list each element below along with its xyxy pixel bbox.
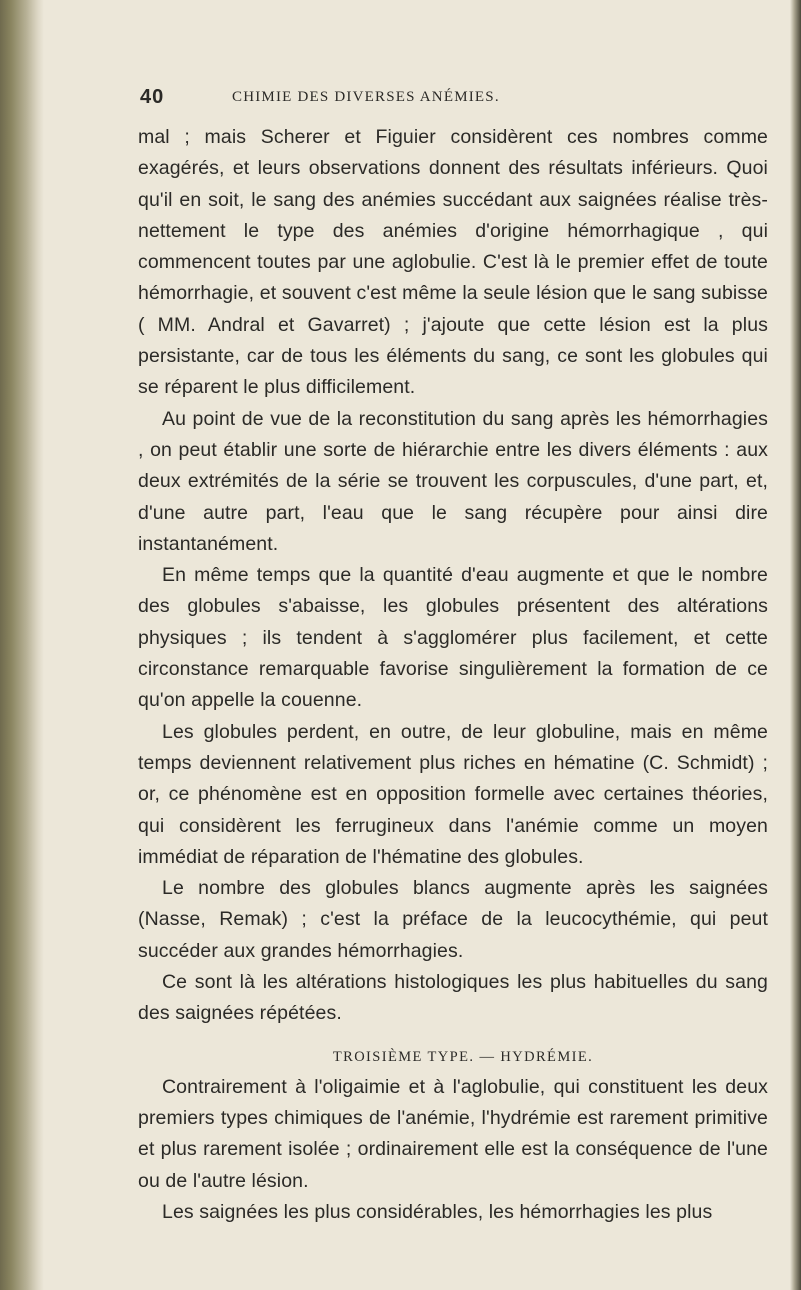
page-number: 40: [140, 86, 165, 108]
paragraph: Les globules perdent, en outre, de leur globuline, mais en même temps deviennent relativement plus riches en hématine (C. Schmidt) ; or, ce phénomène est en opposition formelle avec certaines théories, qui considèrent les ferrugineux dans l'anémie comme un moyen immédiat de réparation de l'hématine des globules.: [138, 720, 768, 868]
page-edge: [790, 0, 801, 1290]
paragraph: mal ; mais Scherer et Figuier considèrent ces nombres comme exagérés, et leurs observations donnent des résultats inférieurs. Quoi qu'il en soit, le sang des anémies succédant aux saignées réalise très-nettement le type des anémies d'origine hémorrhagique , qui commencent toutes par une aglobulie. C'est là le premier effet de toute hémorrhagie, et souvent c'est même la seule lésion que le sang subisse ( MM. Andral et Gavarret) ; j'ajoute que cette lésion est la plus persistante, car de tous les éléments du sang, ce sont les globules qui se réparent le plus difficilement.: [138, 126, 768, 399]
section-heading: TROISIÈME TYPE. — HYDRÉMIE.: [332, 1048, 594, 1065]
body-text: [138, 122, 768, 1228]
paragraph: Au point de vue de la reconstitution du sang après les hémorrhagies , on peut établir une sorte de hiérarchie entre les divers éléments : aux deux extrémités de la série se trouvent les corpuscules, d'une part, et, d'une autre part, l'eau que le sang récupère pour ainsi dire instantanément.: [138, 407, 768, 555]
paragraph: Les saignées les plus considérables, les hémorrhagies les plus: [162, 1200, 713, 1223]
paragraph: En même temps que la quantité d'eau augmente et que le nombre des globules s'abaisse, les globules présentent des altérations physiques ; ils tendent à s'agglomérer plus facilement, et cette circonstance remarquable favorise singulièrement la formation de ce qu'on appelle la couenne.: [138, 564, 768, 712]
running-head: CHIMIE DES DIVERSES ANÉMIES.: [232, 89, 500, 105]
page-header: [140, 86, 720, 114]
paragraph: Le nombre des globules blancs augmente après les saignées (Nasse, Remak) ; c'est la préface de la leucocythémie, qui peut succéder aux grandes hémorrhagies.: [138, 877, 768, 962]
binding-gutter: [0, 0, 44, 1290]
paragraph: Ce sont là les altérations histologiques les plus habituelles du sang des saignées répétées.: [138, 971, 768, 1025]
paragraph: Contrairement à l'oligaimie et à l'aglobulie, qui constituent les deux premiers types chimiques de l'anémie, l'hydrémie est rarement primitive et plus rarement isolée ; ordinairement elle est la conséquence de l'une ou de l'autre lésion.: [138, 1075, 768, 1192]
